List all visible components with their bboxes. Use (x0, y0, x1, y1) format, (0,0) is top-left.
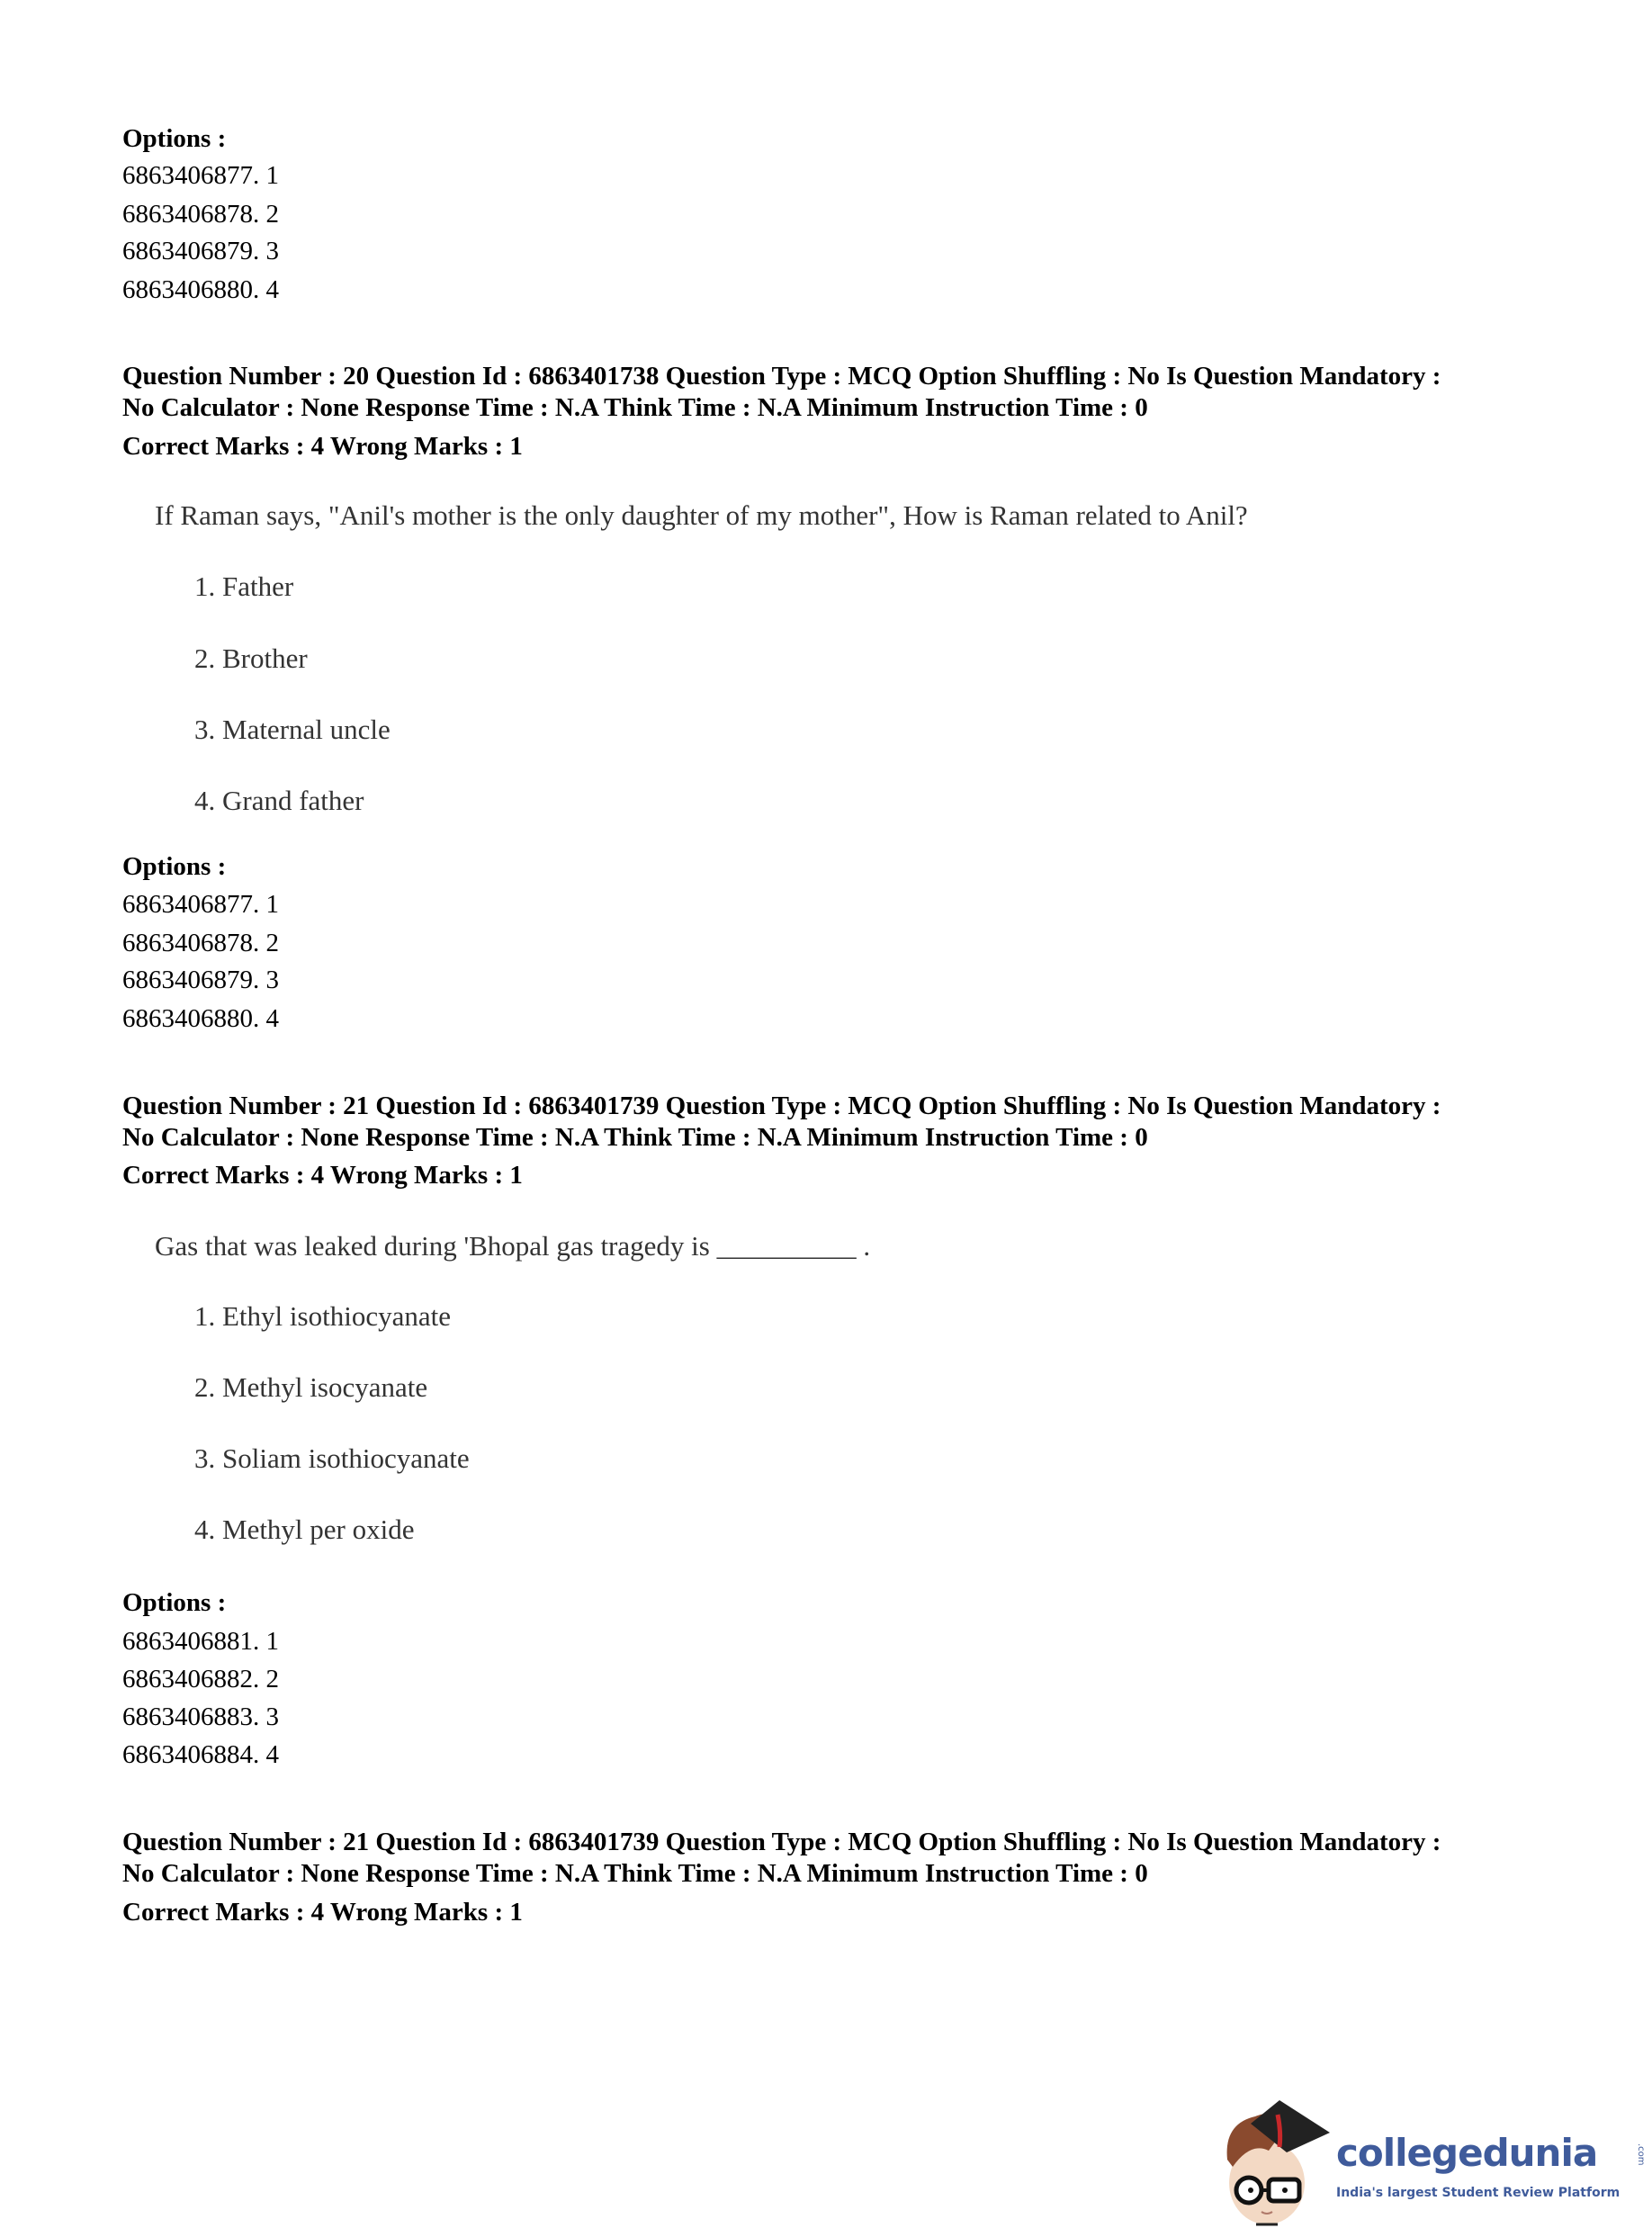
question-header: Question Number : 21 Question Id : 6863401739 Question Type : MCQ Option Shuffling : No Is Question Mandatory : (122, 1827, 1441, 1856)
options-label: Options : (122, 851, 227, 881)
answer-choice: 2. Methyl isocyanate (194, 1371, 428, 1404)
logo-brand: collegedunia (1336, 2131, 1598, 2175)
question-header: Question Number : 21 Question Id : 6863401739 Question Type : MCQ Option Shuffling : No Is Question Mandatory : (122, 1091, 1441, 1120)
options-label: Options : (122, 1587, 227, 1617)
option-id: 6863406880. 4 (122, 274, 279, 304)
question-header: Question Number : 20 Question Id : 6863401738 Question Type : MCQ Option Shuffling : No Is Question Mandatory : (122, 361, 1441, 391)
logo-suffix: .com (1636, 2143, 1646, 2166)
option-id: 6863406879. 3 (122, 965, 279, 994)
option-id: 6863406883. 3 (122, 1702, 279, 1731)
answer-choice: 2. Brother (194, 642, 308, 675)
answer-choice: 1. Father (194, 570, 294, 603)
answer-choice: 1. Ethyl isothiocyanate (194, 1300, 451, 1333)
option-id: 6863406877. 1 (122, 160, 279, 190)
question-meta: No Calculator : None Response Time : N.A Think Time : N.A Minimum Instruction Time : 0 (122, 1122, 1148, 1152)
option-id: 6863406881. 1 (122, 1626, 279, 1656)
option-id: 6863406879. 3 (122, 236, 279, 265)
option-id: 6863406877. 1 (122, 889, 279, 919)
question-text: Gas that was leaked during 'Bhopal gas tragedy is __________ . (155, 1230, 871, 1262)
marks-info: Correct Marks : 4 Wrong Marks : 1 (122, 1897, 523, 1927)
option-id: 6863406878. 2 (122, 199, 279, 229)
answer-choice: 4. Grand father (194, 785, 364, 817)
option-id: 6863406880. 4 (122, 1003, 279, 1033)
options-label: Options : (122, 123, 227, 153)
marks-info: Correct Marks : 4 Wrong Marks : 1 (122, 431, 523, 461)
option-id: 6863406878. 2 (122, 928, 279, 957)
mascot-icon (1215, 2097, 1332, 2228)
question-text: If Raman says, "Anil's mother is the only daughter of my mother", How is Raman related to Anil? (155, 499, 1248, 532)
question-meta: No Calculator : None Response Time : N.A Think Time : N.A Minimum Instruction Time : 0 (122, 392, 1148, 422)
answer-choice: 4. Methyl per oxide (194, 1514, 415, 1546)
option-id: 6863406882. 2 (122, 1664, 279, 1693)
answer-choice: 3. Maternal uncle (194, 714, 391, 746)
logo-tagline: India's largest Student Review Platform (1336, 2186, 1621, 2200)
question-meta: No Calculator : None Response Time : N.A Think Time : N.A Minimum Instruction Time : 0 (122, 1858, 1148, 1888)
collegedunia-logo (1215, 2097, 1650, 2228)
answer-choice: 3. Soliam isothiocyanate (194, 1442, 470, 1475)
marks-info: Correct Marks : 4 Wrong Marks : 1 (122, 1160, 523, 1190)
option-id: 6863406884. 4 (122, 1739, 279, 1769)
